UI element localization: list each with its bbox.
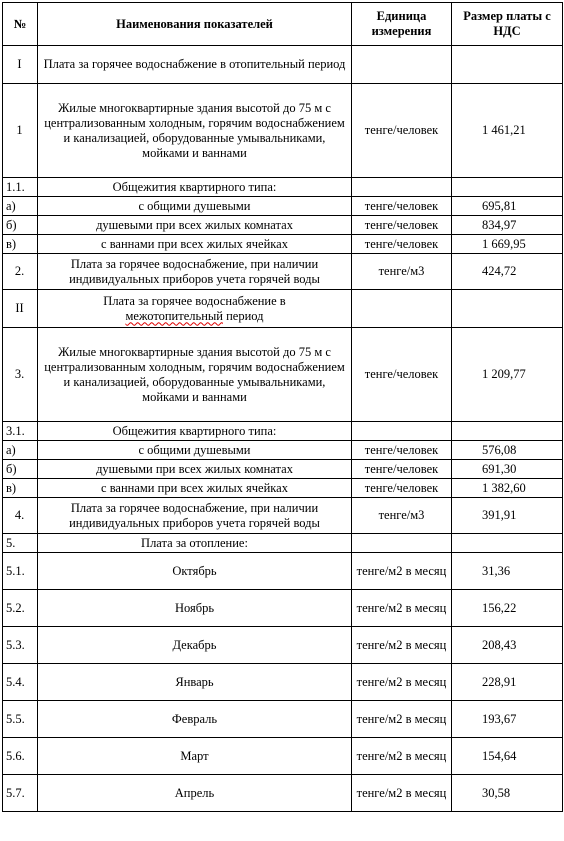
row-unit: тенге/м3 xyxy=(352,254,452,290)
row-unit: тенге/м3 xyxy=(352,498,452,534)
row-unit: тенге/м2 в месяц xyxy=(352,553,452,590)
table-row xyxy=(3,701,563,738)
row-unit: тенге/человек xyxy=(352,479,452,498)
row-num: 2. xyxy=(3,254,38,290)
table-row xyxy=(3,590,563,627)
row-num: 5.6. xyxy=(3,738,38,775)
row-num: б) xyxy=(3,460,38,479)
row-value: 1 669,95 xyxy=(452,235,563,254)
row-value: 1 382,60 xyxy=(452,479,563,498)
row-name: с ваннами при всех жилых ячейках xyxy=(38,235,352,254)
row-name: Общежития квартирного типа: xyxy=(38,422,352,441)
row-num: 3. xyxy=(3,328,38,422)
table-row xyxy=(3,738,563,775)
row-name: душевыми при всех жилых комнатах xyxy=(38,216,352,235)
header-row xyxy=(3,3,563,46)
row-unit xyxy=(352,422,452,441)
row-unit: тенге/м2 в месяц xyxy=(352,738,452,775)
table-row xyxy=(3,775,563,812)
row-value: 154,64 xyxy=(452,738,563,775)
row-name: Плата за горячее водоснабжение, при наличии индивидуальных приборов учета горячей воды xyxy=(38,254,352,290)
table-row xyxy=(3,498,563,534)
row-num: II xyxy=(3,290,38,328)
row-unit xyxy=(352,178,452,197)
table-row xyxy=(3,627,563,664)
row-num: 5.1. xyxy=(3,553,38,590)
row-value: 1 461,21 xyxy=(452,84,563,178)
row-name-word: период xyxy=(226,308,264,323)
row-unit: тенге/человек xyxy=(352,84,452,178)
row-value: 156,22 xyxy=(452,590,563,627)
row-num: 5.4. xyxy=(3,664,38,701)
row-value: 391,91 xyxy=(452,498,563,534)
row-num: в) xyxy=(3,479,38,498)
row-value: 1 209,77 xyxy=(452,328,563,422)
row-value: 228,91 xyxy=(452,664,563,701)
row-num: 5. xyxy=(3,534,38,553)
table-row xyxy=(3,84,563,178)
row-name-line1: Плата за горячее водоснабжение в xyxy=(103,293,286,308)
table-row xyxy=(3,664,563,701)
row-value: 691,30 xyxy=(452,460,563,479)
table-row xyxy=(3,479,563,498)
row-num: 1 xyxy=(3,84,38,178)
row-unit: тенге/человек xyxy=(352,235,452,254)
row-unit xyxy=(352,46,452,84)
row-value xyxy=(452,534,563,553)
row-num: 5.2. xyxy=(3,590,38,627)
row-num: 5.3. xyxy=(3,627,38,664)
row-unit: тенге/м2 в месяц xyxy=(352,775,452,812)
row-name: с общими душевыми xyxy=(38,197,352,216)
spellcheck-word: межотопительный xyxy=(125,308,223,323)
header-num: № xyxy=(3,3,38,46)
row-value xyxy=(452,290,563,328)
table-row xyxy=(3,328,563,422)
row-unit: тенге/человек xyxy=(352,197,452,216)
row-num: б) xyxy=(3,216,38,235)
row-unit: тенге/м2 в месяц xyxy=(352,627,452,664)
row-name: Декабрь xyxy=(38,627,352,664)
table-row xyxy=(3,254,563,290)
table-row xyxy=(3,46,563,84)
row-value xyxy=(452,46,563,84)
row-name: Март xyxy=(38,738,352,775)
row-num: 5.7. xyxy=(3,775,38,812)
table-row xyxy=(3,197,563,216)
row-value xyxy=(452,422,563,441)
row-value: 208,43 xyxy=(452,627,563,664)
row-value: 424,72 xyxy=(452,254,563,290)
row-unit: тенге/м2 в месяц xyxy=(352,701,452,738)
table-row xyxy=(3,290,563,328)
row-name: с общими душевыми xyxy=(38,441,352,460)
row-value: 576,08 xyxy=(452,441,563,460)
row-unit xyxy=(352,290,452,328)
row-num: в) xyxy=(3,235,38,254)
row-name: Плата за горячее водоснабжение, при наличии индивидуальных приборов учета горячей воды xyxy=(38,498,352,534)
header-price: Размер платы с НДС xyxy=(452,3,563,46)
row-name: Общежития квартирного типа: xyxy=(38,178,352,197)
row-value: 193,67 xyxy=(452,701,563,738)
row-name: Плата за отопление: xyxy=(38,534,352,553)
row-value: 30,58 xyxy=(452,775,563,812)
row-name: душевыми при всех жилых комнатах xyxy=(38,460,352,479)
row-unit: тенге/м2 в месяц xyxy=(352,590,452,627)
row-name: Апрель xyxy=(38,775,352,812)
row-unit: тенге/м2 в месяц xyxy=(352,664,452,701)
row-name xyxy=(38,290,352,328)
header-name: Наименования показателей xyxy=(38,3,352,46)
table-row xyxy=(3,178,563,197)
row-name: Январь xyxy=(38,664,352,701)
row-name: Ноябрь xyxy=(38,590,352,627)
row-num: 1.1. xyxy=(3,178,38,197)
row-unit: тенге/человек xyxy=(352,216,452,235)
table-row xyxy=(3,216,563,235)
row-name: Плата за горячее водоснабжение в отопительный период xyxy=(38,46,352,84)
tariff-table xyxy=(2,2,563,812)
row-num: а) xyxy=(3,197,38,216)
table-row xyxy=(3,553,563,590)
table-row xyxy=(3,235,563,254)
row-value: 834,97 xyxy=(452,216,563,235)
row-num: 4. xyxy=(3,498,38,534)
row-value: 31,36 xyxy=(452,553,563,590)
row-value xyxy=(452,178,563,197)
row-value: 695,81 xyxy=(452,197,563,216)
row-num: а) xyxy=(3,441,38,460)
table-row xyxy=(3,534,563,553)
table-row xyxy=(3,422,563,441)
row-num: I xyxy=(3,46,38,84)
row-name: Жилые многоквартирные здания высотой до 75 м с централизованным холодным, горячим водоснабжением и канализацией, оборудованные умывальниками, мойками и ваннами xyxy=(38,84,352,178)
row-name: Октябрь xyxy=(38,553,352,590)
table-row xyxy=(3,460,563,479)
row-name: с ваннами при всех жилых ячейках xyxy=(38,479,352,498)
row-unit: тенге/человек xyxy=(352,441,452,460)
row-name: Февраль xyxy=(38,701,352,738)
row-name: Жилые многоквартирные здания высотой до 75 м с централизованным холодным, горячим водоснабжением и канализацией, оборудованные умывальниками, мойками и ваннами xyxy=(38,328,352,422)
row-num: 3.1. xyxy=(3,422,38,441)
row-unit xyxy=(352,534,452,553)
row-unit: тенге/человек xyxy=(352,460,452,479)
table-row xyxy=(3,441,563,460)
header-unit: Единица измерения xyxy=(352,3,452,46)
row-num: 5.5. xyxy=(3,701,38,738)
row-unit: тенге/человек xyxy=(352,328,452,422)
